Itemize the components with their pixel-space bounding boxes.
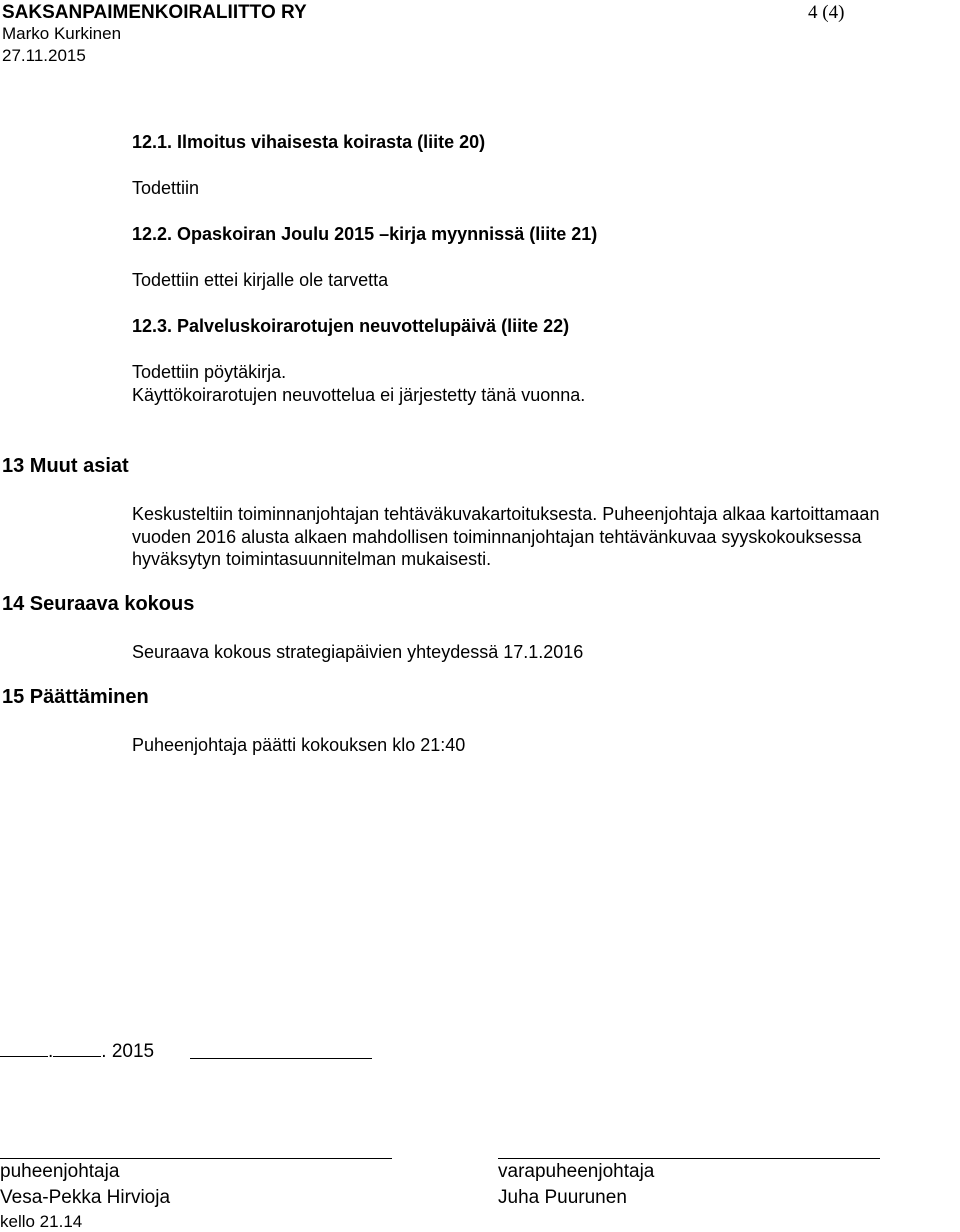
right-signer-role: varapuheenjohtaja: [498, 1161, 655, 1182]
left-signer-name: Vesa-Pekka Hirvioja: [0, 1187, 171, 1208]
footer-note: kello 21.14: [0, 1212, 83, 1231]
signature-date-line: . . 2015: [0, 1040, 154, 1063]
date-day-blank: [0, 1040, 48, 1057]
item-12-2-text: Todettiin ettei kirjalle ole tarvetta: [132, 270, 389, 290]
item-12-1-heading: 12.1. Ilmoitus vihaisesta koirasta (liite 20): [132, 132, 486, 152]
right-signer-name: Juha Puurunen: [498, 1187, 627, 1208]
right-signature-line: [498, 1158, 880, 1159]
author-name: Marko Kurkinen: [2, 24, 122, 43]
organization-name: SAKSANPAIMENKOIRALIITTO RY: [2, 2, 307, 23]
section-13-line-1: Keskusteltiin toiminnanjohtajan tehtäväkuvakartoituksesta. Puheenjohtaja alkaa kartoittamaan: [132, 504, 880, 524]
section-13-heading: 13 Muut asiat: [2, 455, 129, 477]
section-15-heading: 15 Päättäminen: [2, 686, 149, 708]
section-13-line-2: vuoden 2016 alusta alkaen mahdollisen toiminnanjohtajan tehtävänkuvaa syyskokouksessa: [132, 526, 862, 547]
place-blank-line: [190, 1058, 372, 1059]
item-12-3-heading: 12.3. Palveluskoirarotujen neuvottelupäivä (liite 22): [132, 316, 570, 336]
section-14-text: Seuraava kokous strategiapäivien yhteydessä 17.1.2016: [132, 642, 584, 662]
section-13-paragraph: [132, 503, 960, 571]
section-13-line-3: hyväksytyn toimintasuunnitelman mukaisesti.: [132, 549, 492, 569]
document-date: 27.11.2015: [2, 46, 86, 65]
item-12-1-text: Todettiin: [132, 178, 200, 198]
item-12-3-text-1: Todettiin pöytäkirja.: [132, 362, 287, 382]
section-14-heading: 14 Seuraava kokous: [2, 593, 195, 615]
date-year: . 2015: [101, 1041, 155, 1062]
left-signature-line: [0, 1158, 392, 1159]
left-signer-role: puheenjohtaja: [0, 1161, 120, 1182]
item-12-2-heading: 12.2. Opaskoiran Joulu 2015 –kirja myynnissä (liite 21): [132, 224, 598, 244]
item-12-3-text-2: Käyttökoirarotujen neuvottelua ei järjestetty tänä vuonna.: [132, 385, 586, 405]
date-month-blank: [53, 1040, 101, 1057]
page-number: 4 (4): [808, 2, 845, 23]
section-15-text: Puheenjohtaja päätti kokouksen klo 21:40: [132, 735, 466, 755]
